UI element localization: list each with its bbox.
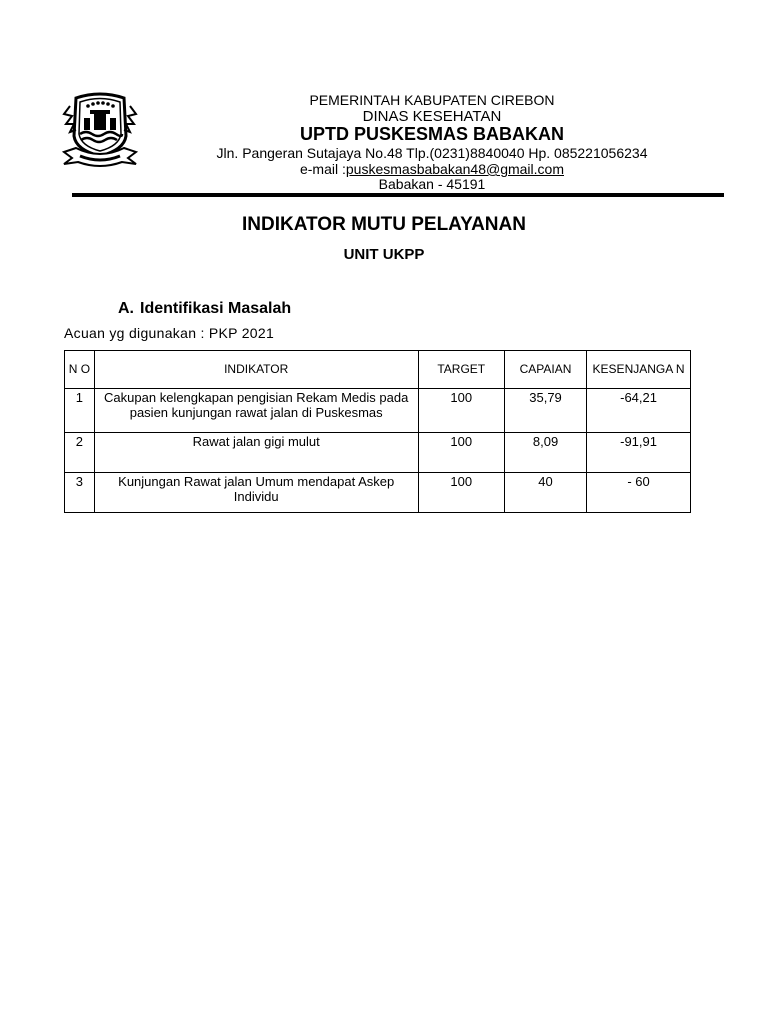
indicator-table [64, 350, 691, 513]
row-no: 3 [65, 473, 95, 513]
table-row [65, 433, 691, 473]
row-indicator: Rawat jalan gigi mulut [94, 433, 418, 473]
row-gap: -64,21 [587, 389, 691, 433]
reference-note: Acuan yg digunakan : PKP 2021 [64, 325, 275, 341]
table-row [65, 473, 691, 513]
header-achievement: CAPAIAN [504, 351, 586, 389]
email-link[interactable]: puskesmasbabakan48@gmail.com [345, 161, 564, 177]
department-name: DINAS KESEHATAN [362, 108, 502, 125]
table-row [65, 389, 691, 433]
document-subtitle: UNIT UKPP [343, 246, 425, 263]
row-indicator: Cakupan kelengkapan pengisian Rekam Medis pada pasien kunjungan rawat jalan di Puskesmas [94, 389, 418, 433]
row-gap: - 60 [587, 473, 691, 513]
email-line [48, 161, 768, 177]
section-heading [118, 300, 291, 318]
government-name: PEMERINTAH KABUPATEN CIREBON [309, 92, 555, 108]
city-postal: Babakan - 45191 [378, 176, 486, 192]
letterhead-divider [72, 193, 724, 197]
row-achievement: 8,09 [504, 433, 586, 473]
header-target: TARGET [418, 351, 504, 389]
institution-address: Jln. Pangeran Sutajaya No.48 Tlp.(0231)8840040 Hp. 085221056234 [216, 145, 648, 161]
header-indicator: INDIKATOR [94, 351, 418, 389]
row-target: 100 [418, 473, 504, 513]
row-indicator: Kunjungan Rawat jalan Umum mendapat Askep Individu [94, 473, 418, 513]
row-no: 1 [65, 389, 95, 433]
row-target: 100 [418, 389, 504, 433]
row-achievement: 40 [504, 473, 586, 513]
table-header-row [65, 351, 691, 389]
email-label: e-mail : [299, 161, 346, 177]
document-title: INDIKATOR MUTU PELAYANAN [242, 214, 526, 235]
row-achievement: 35,79 [504, 389, 586, 433]
institution-name: UPTD PUSKESMAS BABAKAN [299, 124, 564, 144]
section-number: A. [118, 300, 134, 317]
header-no: N O [65, 351, 95, 389]
header-gap: KESENJANGA N [587, 351, 691, 389]
row-no: 2 [65, 433, 95, 473]
row-target: 100 [418, 433, 504, 473]
row-gap: -91,91 [587, 433, 691, 473]
section-title: Identifikasi Masalah [140, 300, 292, 317]
